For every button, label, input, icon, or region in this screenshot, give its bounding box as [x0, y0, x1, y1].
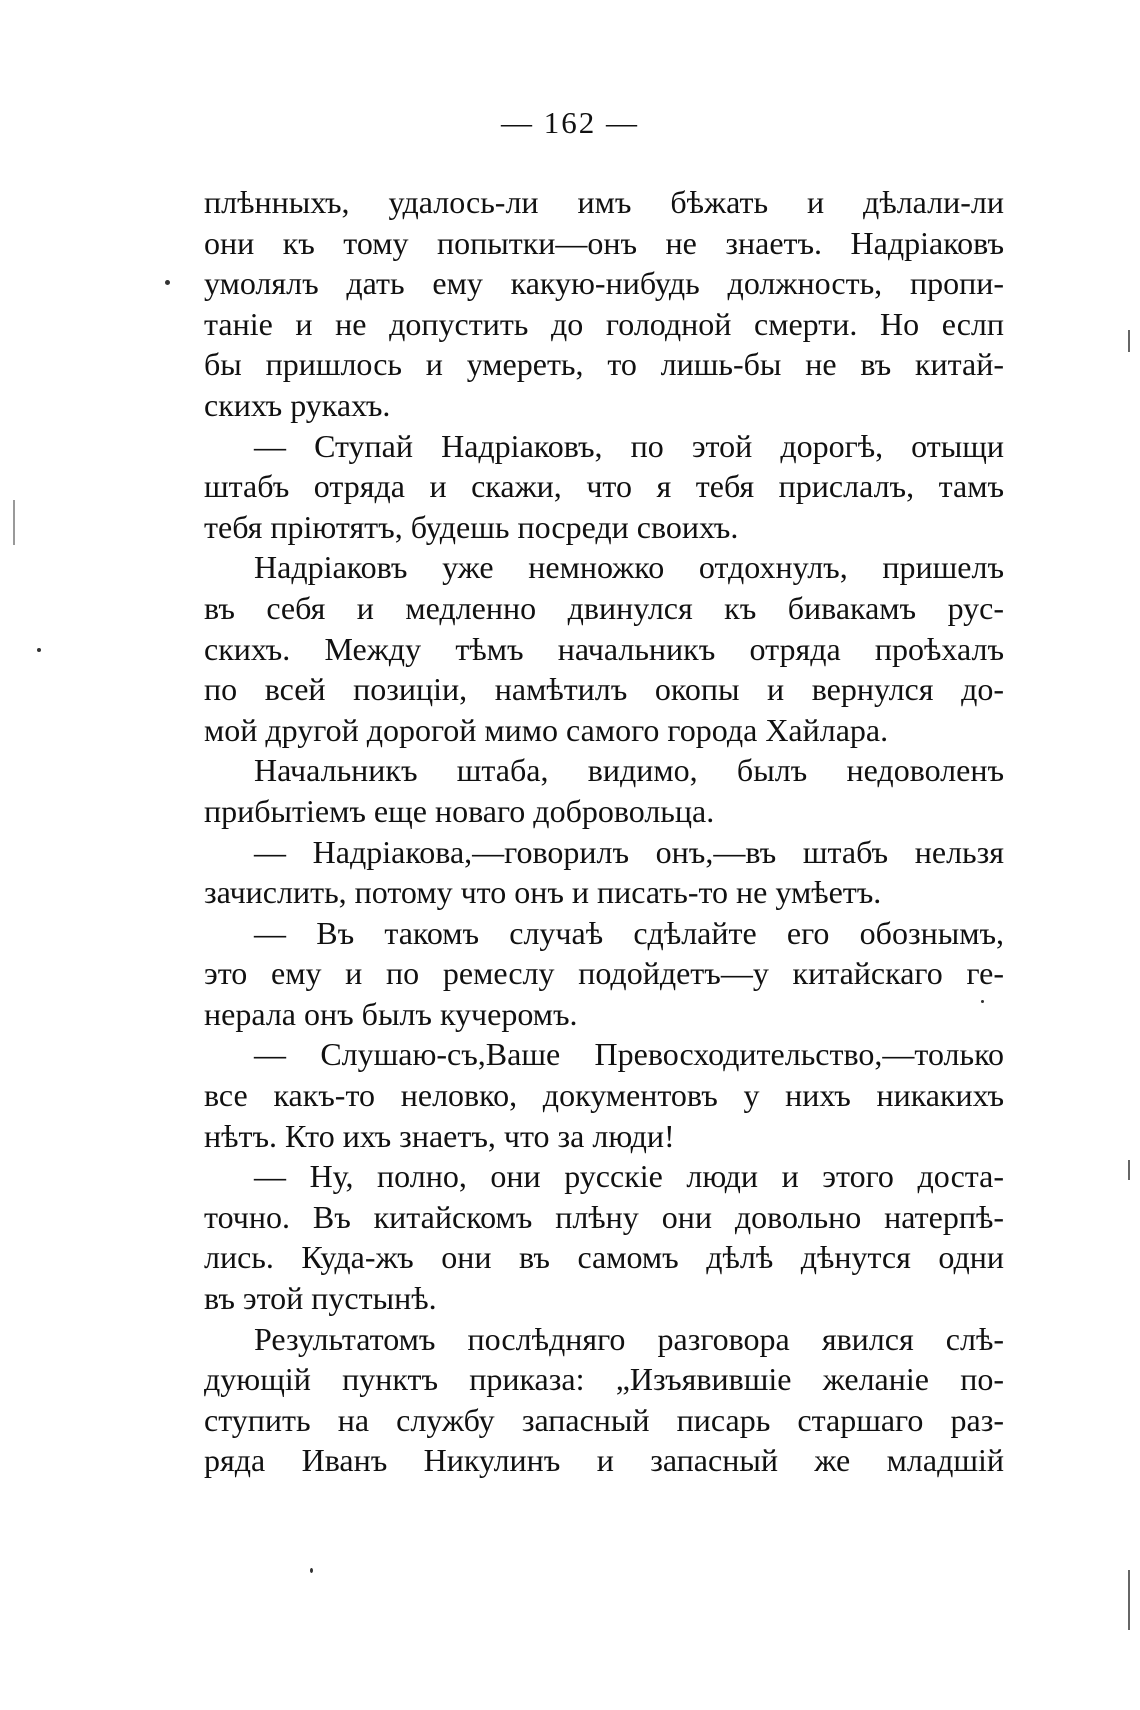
- text-line: умолялъ дать ему какую-нибудь должность, пропи-: [204, 265, 1004, 302]
- text-line: дующій пунктъ приказа: „Изъявившіе желаніе по-: [204, 1361, 1004, 1398]
- paragraph: [204, 547, 1004, 750]
- text-line: бы пришлось и умереть, то лишь-бы не въ китай-: [204, 346, 1004, 383]
- text-line: скихъ рукахъ.: [204, 386, 391, 423]
- scan-edge-mark: [1128, 330, 1130, 352]
- text-line: зачислить, потому что онъ и писать-то не умѣетъ.: [204, 874, 882, 911]
- text-line: — Въ такомъ случаѣ сдѣлайте его обознымъ,: [254, 914, 1004, 951]
- paragraph: [204, 1034, 1004, 1156]
- text-line: — Ступай Надріаковъ, по этой дорогѣ, отыщи: [254, 427, 1004, 464]
- text-line: нѣтъ. Кто ихъ знаетъ, что за люди!: [204, 1117, 675, 1154]
- paragraph: [204, 1319, 1004, 1481]
- text-line: это ему и по ремеслу подойдетъ—у китайскаго ге-: [204, 955, 1004, 992]
- text-line: таніе и не допустить до голодной смерти. Но еслп: [204, 305, 1004, 342]
- text-line: точно. Въ китайскомъ плѣну они довольно натерпѣ-: [204, 1198, 1004, 1235]
- scan-edge-mark: [1128, 1570, 1130, 1630]
- text-line: Начальникъ штаба, видимо, былъ недоволенъ: [254, 752, 1004, 789]
- text-line: лись. Куда-жъ они въ самомъ дѣлѣ дѣнутся одни: [204, 1239, 1004, 1276]
- paragraph: [204, 182, 1004, 426]
- text-line: плѣнныхъ, удалось-ли имъ бѣжать и дѣлали-ли: [204, 184, 1004, 220]
- text-line: въ этой пустынѣ.: [204, 1280, 437, 1317]
- scan-edge-mark: [13, 500, 15, 545]
- text-line: по всей позиціи, намѣтилъ окопы и вернулся до-: [204, 671, 1004, 708]
- text-line: ряда Иванъ Никулинъ и запасный же младшій: [204, 1442, 1004, 1479]
- text-line: тебя пріютятъ, будешь посреди своихъ.: [204, 508, 739, 545]
- text-line: — Ну, полно, они русскіе люди и этого доста-: [254, 1158, 1004, 1195]
- text-line: мой другой дорогой мимо самого города Хайлара.: [204, 711, 889, 748]
- paragraph: [204, 913, 1004, 1035]
- text-line: все какъ-то неловко, документовъ у нихъ никакихъ: [204, 1077, 1004, 1114]
- paragraph: [204, 832, 1004, 913]
- page-number: — 162 —: [501, 105, 639, 140]
- text-line: скихъ. Между тѣмъ начальникъ отряда проѣхалъ: [204, 630, 1004, 667]
- paragraph: [204, 426, 1004, 548]
- scan-edge-mark: [1128, 1160, 1130, 1180]
- text-line: ступить на службу запасный писарь старшаго раз-: [204, 1401, 1004, 1438]
- text-line: штабъ отряда и скажи, что я тебя прислалъ, тамъ: [204, 468, 1004, 505]
- text-line: — Надріакова,—говорилъ онъ,—въ штабъ нельзя: [254, 833, 1004, 870]
- text-line: — Слушаю-съ,Ваше Превосходительство,—только: [254, 1036, 1004, 1073]
- text-line: въ себя и медленно двинулся къ бивакамъ рус-: [204, 589, 1004, 626]
- paragraph: [204, 750, 1004, 831]
- text-line: они къ тому попытки—онъ не знаетъ. Надріаковъ: [204, 224, 1004, 261]
- text-line: нерала онъ былъ кучеромъ.: [204, 995, 578, 1032]
- paragraph: [204, 1156, 1004, 1318]
- text-line: прибытіемъ еще новаго добровольца.: [204, 792, 715, 829]
- body-text: [204, 182, 1004, 1481]
- text-line: Надріаковъ уже немножко отдохнулъ, пришелъ: [254, 549, 1004, 586]
- scan-speck: [310, 1568, 313, 1573]
- scan-speck: [981, 1000, 984, 1003]
- scan-speck: [37, 648, 41, 652]
- scan-speck: [165, 280, 170, 285]
- text-line: Результатомъ послѣдняго разговора явился слѣ-: [254, 1320, 1004, 1357]
